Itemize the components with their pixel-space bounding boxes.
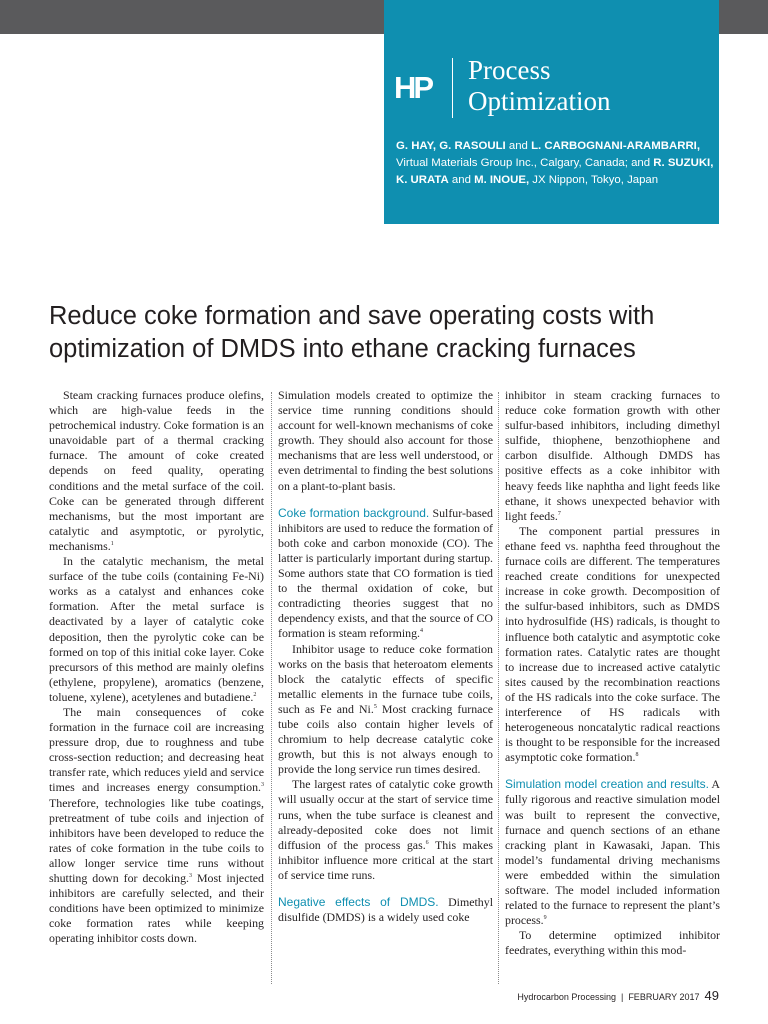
author-name: G. HAY, G. RASOULI bbox=[396, 140, 506, 152]
author-affiliation: and bbox=[505, 140, 532, 152]
article-headline: Reduce coke formation and save operating costs with optimization of DMDS into ethane cracking furnaces bbox=[49, 302, 655, 363]
text-column-2 bbox=[278, 388, 493, 925]
issue-date: FEBRUARY 2017 bbox=[628, 992, 700, 1002]
reference-marker: 3 bbox=[189, 873, 193, 880]
section-banner bbox=[384, 0, 719, 224]
body-paragraph: The component partial pressures in ethane feed vs. naphtha feed throughout the furnace coils are different. The temperatures reached create conditions for unexpected increase in coke growth. Decomposition of the sulfur-based inhibitors, such as DMDS into hydrosulfide (HS) radicals, is thought to influence both catalytic and asymptotic coke formation rates. Catalytic rates are thought to increase due to increased active catalytic sites caused by the recombination reactions of the HS radicals into the coke surface. The interference of HS radicals with heterogeneous noncatalytic radical reactions is thought to be responsible for the increased asymptotic coke formation.$^8$ bbox=[505, 523, 720, 765]
body-paragraph: To determine optimized inhibitor feedrates, everything within this mod- bbox=[505, 928, 720, 958]
text-column-3 bbox=[505, 388, 720, 958]
body-paragraph: Inhibitor usage to reduce coke formation works on the basis that heteroatom elements block the catalytic effects of specific metallic elements in the furnace tube coils, such as Fe and Ni.$^5$ Most cracking furnace tube coils also contain higher levels of chromium to help decrease catalytic coke growth, but this is not always enough to provide the long service run times desired. bbox=[278, 641, 493, 777]
body-paragraph: The largest rates of catalytic coke growth will usually occur at the start of service time runs, when the tube surface is cleanest and already-deposited coke does not limit diffusion of the process gas.$^6$ This makes inhibitor influence more critical at the start of service time runs. bbox=[278, 777, 493, 882]
reference-marker: 3 bbox=[261, 782, 264, 789]
reference-marker: 7 bbox=[557, 510, 561, 517]
section-divider bbox=[452, 58, 453, 118]
section-subhead: Negative effects of DMDS. bbox=[278, 895, 439, 909]
section-subhead: Coke formation background. bbox=[278, 505, 430, 520]
reference-marker: 1 bbox=[110, 540, 114, 547]
section-paragraph: Coke formation background. Sulfur-based inhibitors are used to reduce the formation of both coke and carbon monoxide (CO). The latter is particularly important during startup. Some authors state that CO formation is tied to the thermal oxidation of coke, but contradicting theories suggest that no dependency exists, and that the source of CO formation is steam reforming.$^4$ bbox=[278, 505, 493, 641]
reference-marker: 6 bbox=[425, 839, 429, 846]
publication-name: Hydrocarbon Processing bbox=[517, 992, 616, 1002]
section-paragraph: Negative effects of DMDS. Dimethyl disulfide (DMDS) is a widely used coke bbox=[278, 895, 493, 925]
body-paragraph: Steam cracking furnaces produce olefins, which are high-value feeds in the petrochemical industry. Coke formation is an unavoidable part of a thermal cracking furnace. The amount of coke created depends on feed quality, operating conditions and the metal surface of the coil. Coke can be generated through different mechanisms, but the most important are catalytic and asymptotic, or pyrolytic, mechanisms.$^1$ bbox=[49, 388, 264, 553]
reference-marker: 9 bbox=[543, 915, 547, 922]
body-paragraph: inhibitor in steam cracking furnaces to reduce coke formation growth with other sulfur-based inhibitors, including dimethyl sulfide, thiophene, benzothiophene and carbon disulfide. Although DMDS has positive effects as a coke inhibitor with heavy feeds like naphtha and light feeds like ethane, it shows unexpected behavior with light feeds.$^7$ bbox=[505, 388, 720, 523]
body-paragraph: In the catalytic mechanism, the metal surface of the tube coils (containing Fe-Ni) works as a catalyst and enhances coke formation. After the metal surface is deactivated by a layer of catalytic coke deposition, then the pyrolytic coke can be formed on top of this initial coke layer. Coke precursors of this method are mainly olefins (ethylene, propylene), aromatics (benzene, toluene, xylene), acetylenes and butadiene.$^2$ bbox=[49, 554, 264, 704]
column-rule bbox=[271, 392, 272, 984]
author-byline bbox=[396, 138, 714, 189]
author-name: R. SUZUKI, K. URATA bbox=[396, 157, 714, 186]
section-spacer bbox=[278, 494, 493, 506]
author-name: M. INOUE, bbox=[474, 174, 530, 186]
reference-marker: 4 bbox=[420, 628, 423, 635]
author-affiliation: JX Nippon, Tokyo, Japan bbox=[529, 174, 659, 186]
author-affiliation: and bbox=[448, 174, 475, 186]
section-spacer bbox=[505, 765, 720, 777]
section-spacer bbox=[278, 883, 493, 895]
body-paragraph: The main consequences of coke formation in the furnace coil are increasing pressure drop, due to roughness and tube cross-section reduction; and decreasing heat transfer rate, which reduces yield and service times and increases energy consumption.$^3$ Therefore, technologies like tube coatings, pretreatment of tube coils and injection of inhibitors have been developed to reduce the rates of coke formation in the tube coils to allow longer service time runs without shutting down for decoking.$^3$ Most injected inhibitors are carefully selected, and their conditions have been optimized to minimize coke formation rates while keeping operating inhibitor costs down. bbox=[49, 704, 264, 946]
column-rule bbox=[498, 392, 499, 984]
section-title: Process Optimization bbox=[468, 55, 611, 116]
section-paragraph: Simulation model creation and results. A fully rigorous and reactive simulation model was built to represent the convective, furnace and quench sections of an ethane cracking plant in Kawasaki, Japan. This model’s fundamental driving mechanisms were embedded within the simulation software. The model included information related to the furnace to represent the plant’s process.$^9$ bbox=[505, 777, 721, 928]
reference-marker: 5 bbox=[373, 703, 377, 710]
page-number: 49 bbox=[704, 988, 719, 1003]
page-footer bbox=[517, 988, 719, 1003]
footer-separator: | bbox=[620, 992, 624, 1002]
hp-logo: HP bbox=[394, 70, 432, 105]
section-subhead: Simulation model creation and results. bbox=[505, 777, 709, 792]
author-name: L. CARBOGNANI-ARAMBARRI, bbox=[531, 140, 701, 152]
text-column-1 bbox=[49, 388, 264, 946]
reference-marker: 8 bbox=[635, 752, 639, 759]
reference-marker: 2 bbox=[253, 691, 257, 698]
author-affiliation: Virtual Materials Group Inc., Calgary, Canada; and bbox=[396, 157, 654, 169]
body-paragraph: Simulation models created to optimize the service time running conditions should account for well-known mechanisms of coke growth. They should also account for those mechanisms that are less well understood, or even detrimental to finding the best solutions on a plant-to-plant basis. bbox=[278, 388, 493, 493]
